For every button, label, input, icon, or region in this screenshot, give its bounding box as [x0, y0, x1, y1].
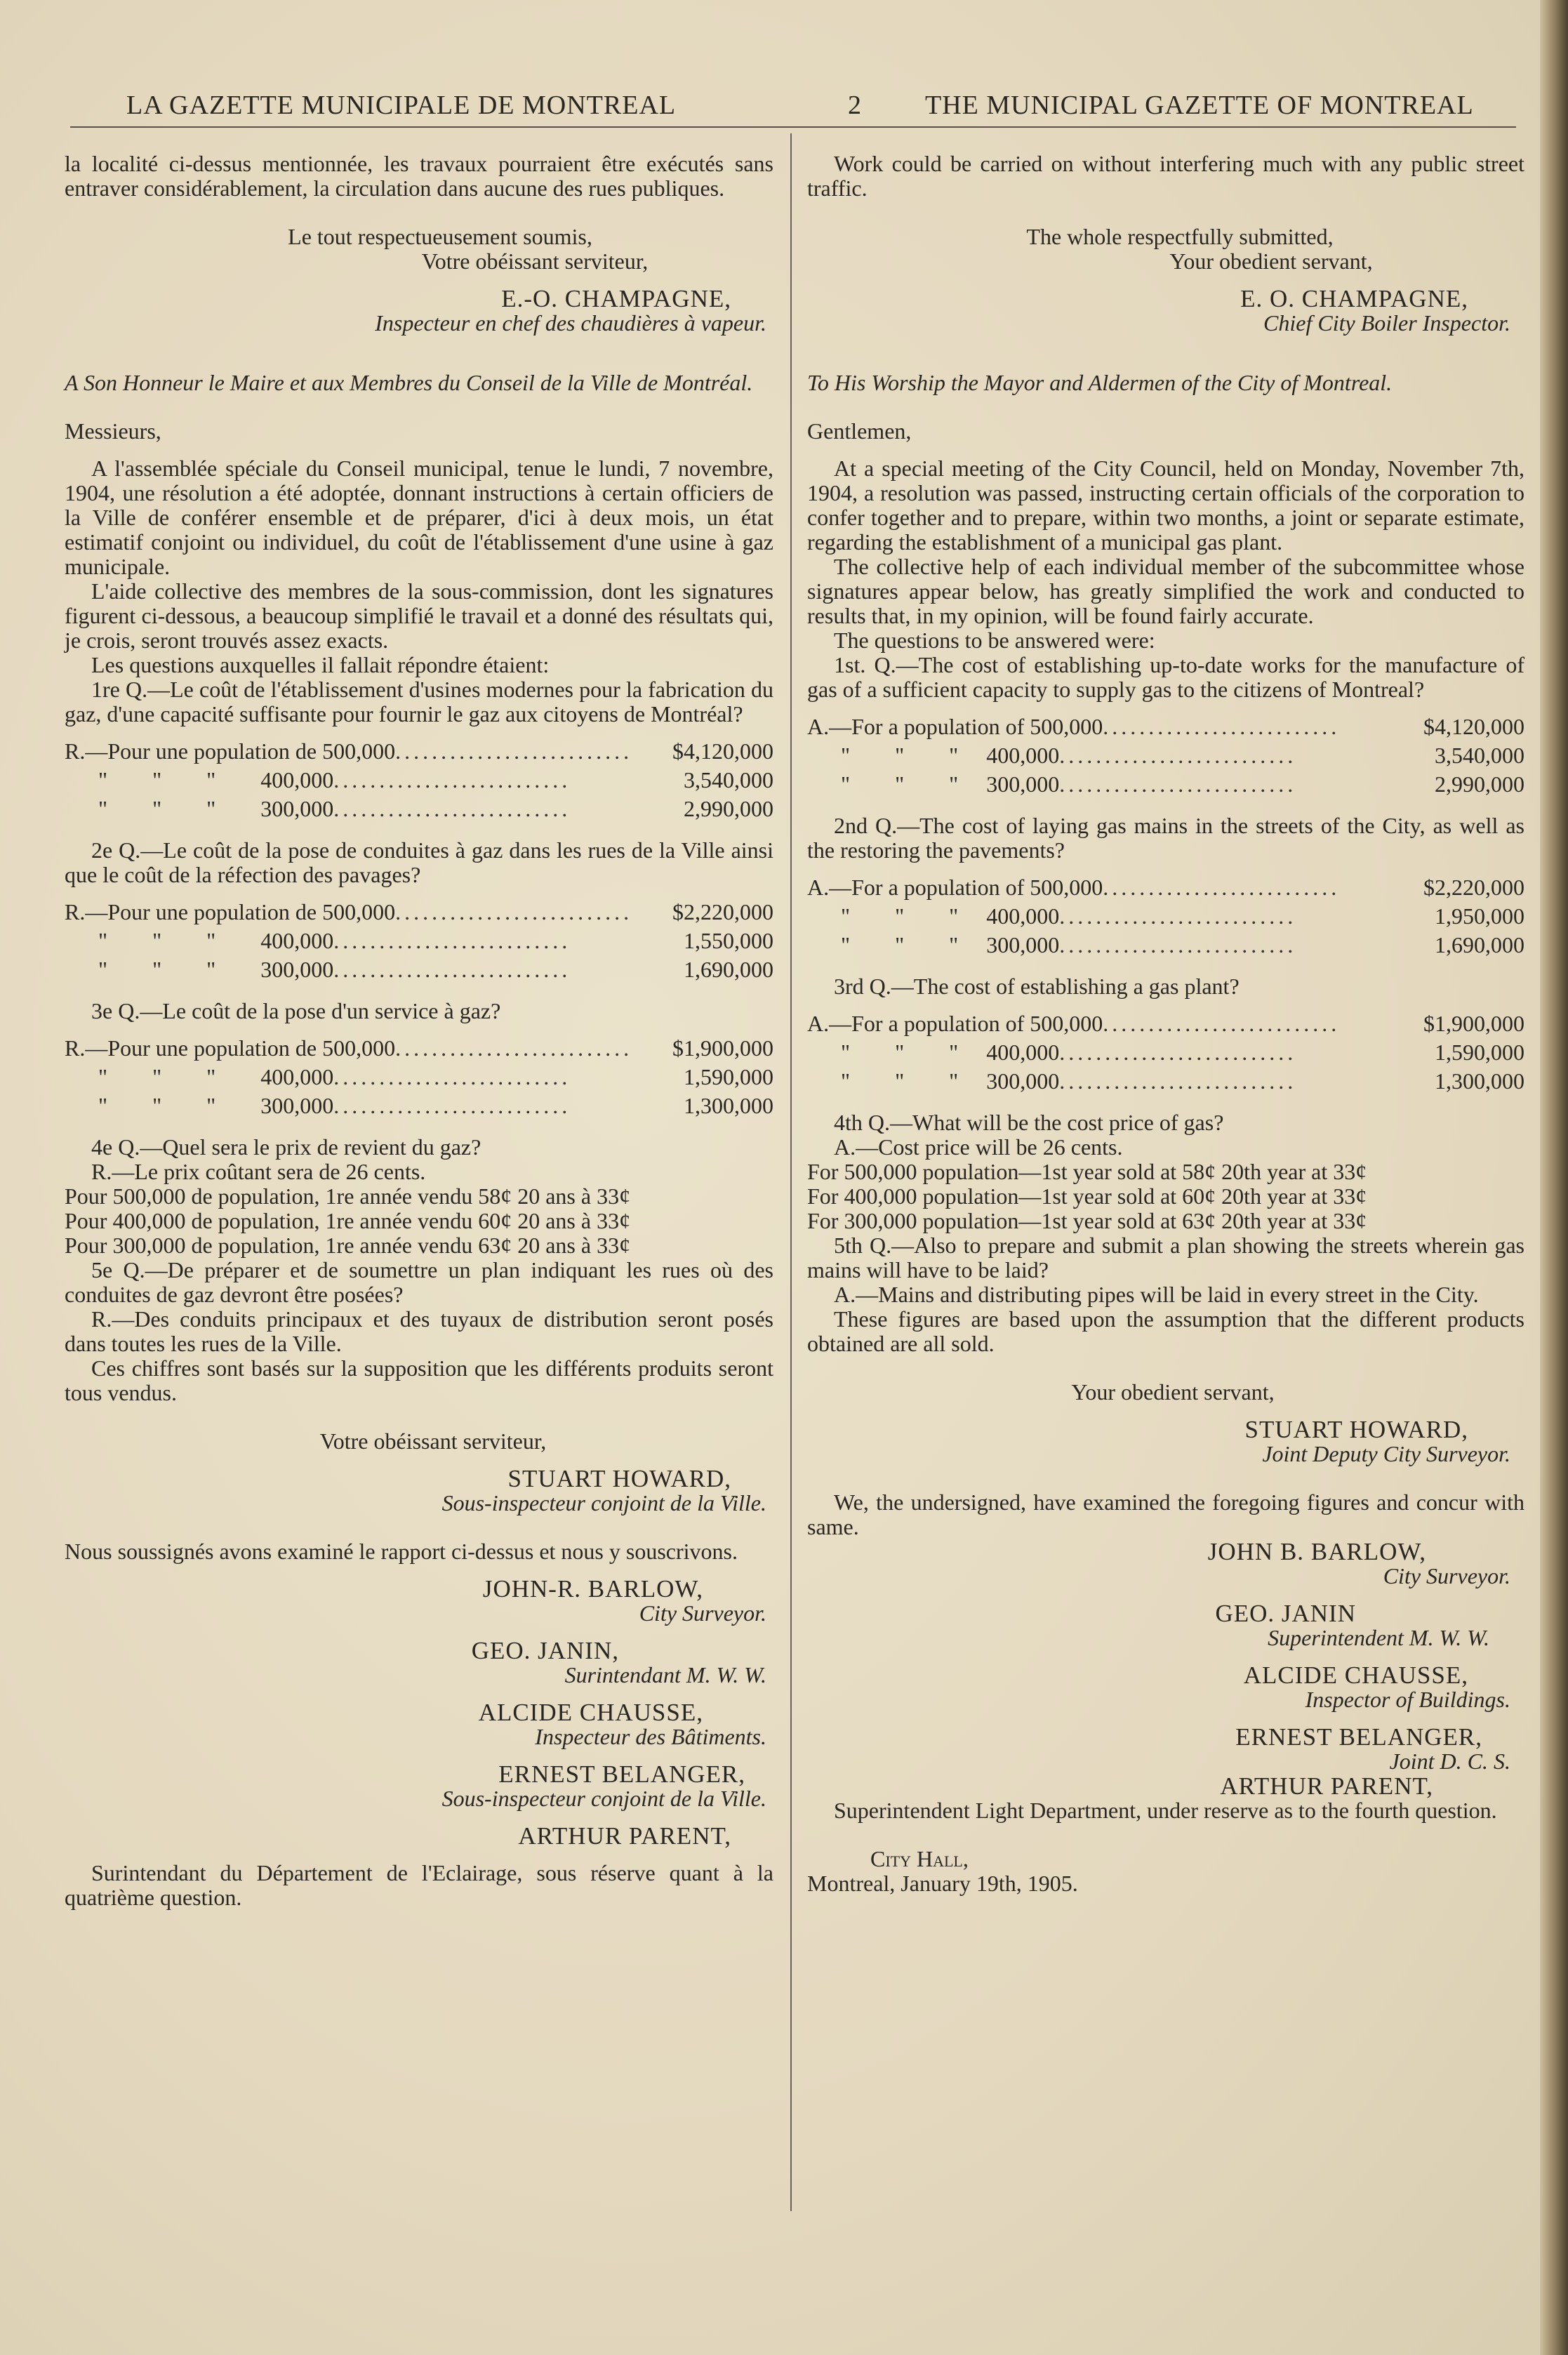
signer-name: ALCIDE CHAUSSE, [1243, 1661, 1468, 1689]
intro-text: Work could be carried on without interfering much with any public street traffic. [807, 151, 1524, 201]
signer-note: Surintendant du Département de l'Eclairage, sous réserve quant à la quatrième question. [65, 1860, 773, 1910]
salutation: Gentlemen, [807, 418, 912, 444]
paragraph: The collective help of each individual member of the subcommittee whose signatures appear below, has greatly simplified the work and conducted to results that, in my opinion, will be found fairly accurate. [807, 554, 1524, 628]
page-header [70, 83, 1516, 125]
question: 3e Q.—Le coût de la pose d'un service à gaz? [91, 998, 501, 1023]
signer-name: ALCIDE CHAUSSE, [478, 1699, 703, 1726]
signer-title: Joint D. C. S. [1389, 1749, 1510, 1774]
answer-row: R.—Pour une population de 500,000 .......................... $4,120,000 [65, 738, 773, 764]
closing-line: Your obedient servant, [1071, 1379, 1275, 1405]
answer-row: " " " 400,000 .......................... 3,540,000 [65, 767, 773, 792]
page-binding-edge [1540, 0, 1568, 2355]
answer: R.—Le prix coûtant sera de 26 cents. [91, 1159, 426, 1184]
signer-note: Superintendent Light Department, under reserve as to the fourth question. [834, 1798, 1497, 1823]
answer: A.—Mains and distributing pipes will be laid in every street in the City. [834, 1282, 1479, 1307]
address-line: To His Worship the Mayor and Aldermen of the City of Montreal. [807, 370, 1393, 395]
signer-title: City Surveyor. [639, 1600, 766, 1626]
question: 2e Q.—Le coût de la pose de conduites à gaz dans les rues de la Ville ainsi que le coût de la réfection des pavages? [65, 837, 773, 887]
place-line: City Hall, [870, 1846, 969, 1871]
concurrence-text: Nous soussignés avons examiné le rapport ci-dessus et nous y souscrivons. [65, 1539, 738, 1564]
answer-table [807, 1011, 1524, 1098]
signer-name: ERNEST BELANGER, [1235, 1723, 1482, 1751]
signer-title: Superintendent M. W. W. [1268, 1625, 1489, 1650]
question: 5e Q.—De préparer et de soumettre un plan indiquant les rues où des conduites de gaz devront être posées? [65, 1257, 773, 1307]
answer-table [65, 739, 773, 825]
signer-name: ERNEST BELANGER, [498, 1760, 745, 1788]
answer-row: A.—For a population of 500,000 .......................... $2,220,000 [807, 875, 1524, 900]
paragraph: At a special meeting of the City Council, held on Monday, November 7th, 1904, a resolution was passed, instructing certain officials of the corporation to confer together and to prepare, within two months, a joint or separate estimate, regarding the establishment of a municipal gas plant. [807, 456, 1524, 555]
signer-name: ARTHUR PARENT, [1220, 1772, 1433, 1800]
signer-title: Surintendant M. W. W. [564, 1662, 766, 1687]
french-column [65, 152, 773, 1910]
answer-line: For 500,000 population—1st year sold at 58¢ 20th year at 33¢ [807, 1159, 1367, 1184]
signer-title: Inspector of Buildings. [1305, 1687, 1510, 1712]
page-number: 2 [848, 91, 862, 120]
answer-table [807, 875, 1524, 962]
question: 3rd Q.—The cost of establishing a gas plant? [834, 974, 1240, 999]
signature-name: STUART HOWARD, [507, 1465, 731, 1492]
header-english-title: THE MUNICIPAL GAZETTE OF MONTREAL [925, 91, 1474, 120]
signature-name: STUART HOWARD, [1244, 1416, 1468, 1443]
answer-row: A.—For a population of 500,000 .......................... $1,900,000 [807, 1011, 1524, 1036]
signer-name: GEO. JANIN, [471, 1637, 619, 1664]
paragraph: Ces chiffres sont basés sur la supposition que les différents produits seront tous vendus. [65, 1355, 773, 1405]
answer-row: " " " 400,000 .......................... 1,590,000 [65, 1064, 773, 1089]
signature-name: E.-O. CHAMPAGNE, [501, 285, 731, 312]
header-rule [70, 126, 1516, 128]
signature-name: E. O. CHAMPAGNE, [1240, 285, 1468, 312]
question: 1re Q.—Le coût de l'établissement d'usines modernes pour la fabrication du gaz, d'une capacité suffisante pour fournir le gaz aux citoyens de Montréal? [65, 677, 773, 727]
closing-line: Your obedient servant, [1169, 248, 1373, 274]
paragraph: L'aide collective des membres de la sous-commission, dont les signatures figurent ci-dessous, a beaucoup simplifié le travail et a donné des résultats qui, je crois, seront trouvés assez exacts. [65, 578, 773, 653]
closing-line: Le tout respectueusement soumis, [288, 224, 592, 249]
answer-row: " " " 300,000 .......................... 1,690,000 [65, 957, 773, 982]
answer-line: For 400,000 population—1st year sold at 60¢ 20th year at 33¢ [807, 1183, 1367, 1209]
answer-row: " " " 400,000 .......................... 1,590,000 [807, 1040, 1524, 1065]
signer-title: Inspecteur des Bâtiments. [535, 1724, 766, 1749]
english-column [807, 152, 1524, 1896]
answer-row: " " " 400,000 .......................... 1,950,000 [807, 903, 1524, 929]
signer-name: ARTHUR PARENT, [518, 1822, 731, 1850]
paragraph: These figures are based upon the assumption that the different products obtained are all sold. [807, 1306, 1524, 1356]
answer-row: " " " 300,000 .......................... 2,990,000 [807, 771, 1524, 797]
closing-line: Votre obéissant serviteur, [421, 248, 649, 274]
signer-name: JOHN-R. BARLOW, [482, 1575, 703, 1603]
answer-line: Pour 500,000 de population, 1re année vendu 58¢ 20 ans à 33¢ [65, 1183, 631, 1209]
concurrence-text: We, the undersigned, have examined the foregoing figures and concur with same. [807, 1490, 1524, 1539]
paragraph: Les questions auxquelles il fallait répondre étaient: [91, 652, 550, 677]
signer-name: GEO. JANIN [1215, 1600, 1356, 1627]
signer-title: City Surveyor. [1383, 1563, 1510, 1588]
answer: A.—Cost price will be 26 cents. [834, 1134, 1123, 1160]
answer-row: " " " 400,000 .......................... 1,550,000 [65, 928, 773, 953]
signer-title: Sous-inspecteur conjoint de la Ville. [441, 1786, 766, 1811]
paragraph: The questions to be answered were: [834, 628, 1155, 653]
question: 5th Q.—Also to prepare and submit a plan showing the streets wherein gas mains will have to be laid? [807, 1233, 1524, 1282]
answer-line: Pour 300,000 de population, 1re année vendu 63¢ 20 ans à 33¢ [65, 1233, 631, 1258]
answer-table [65, 1036, 773, 1122]
question: 1st. Q.—The cost of establishing up-to-date works for the manufacture of gas of a sufficient capacity to supply gas to the citizens of Montreal? [807, 652, 1524, 702]
question: 2nd Q.—The cost of laying gas mains in the streets of the City, as well as the restoring the pavements? [807, 813, 1524, 863]
header-french-title: LA GAZETTE MUNICIPALE DE MONTREAL [126, 91, 677, 120]
answer-row: " " " 300,000 .......................... 1,690,000 [807, 932, 1524, 957]
answer-row: " " " 300,000 .......................... 1,300,000 [65, 1093, 773, 1118]
closing-line: The whole respectfully submitted, [1026, 224, 1334, 249]
question: 4th Q.—What will be the cost price of gas? [834, 1110, 1224, 1135]
signature-title: Sous-inspecteur conjoint de la Ville. [441, 1490, 766, 1515]
signature-title: Chief City Boiler Inspector. [1263, 310, 1510, 336]
answer-line: Pour 400,000 de population, 1re année vendu 60¢ 20 ans à 33¢ [65, 1208, 631, 1233]
signer-name: JOHN B. BARLOW, [1207, 1538, 1426, 1565]
question: 4e Q.—Quel sera le prix de revient du gaz? [91, 1134, 481, 1160]
answer-table [807, 715, 1524, 801]
paragraph: A l'assemblée spéciale du Conseil municipal, tenue le lundi, 7 novembre, 1904, une résolution a été adoptée, donnant instructions à certain officiers de la Ville de conférer ensemble et de préparer, d'ici à deux mois, un état estimatif conjoint ou individuel, du coût de l'établissement d'une usine à gaz municipale. [65, 456, 773, 579]
signature-title: Joint Deputy City Surveyor. [1262, 1441, 1510, 1466]
address-line: A Son Honneur le Maire et aux Membres du Conseil de la Ville de Montréal. [65, 370, 753, 395]
answer: R.—Des conduits principaux et des tuyaux de distribution seront posés dans toutes les rues de la Ville. [65, 1306, 773, 1356]
signature-title: Inspecteur en chef des chaudières à vapeur. [375, 310, 766, 336]
answer-row: " " " 300,000 .......................... 1,300,000 [807, 1068, 1524, 1094]
answer-row: A.—For a population of 500,000 .......................... $4,120,000 [807, 714, 1524, 739]
answer-table [65, 900, 773, 986]
answer-row: R.—Pour une population de 500,000 .......................... $1,900,000 [65, 1035, 773, 1061]
salutation: Messieurs, [65, 418, 161, 444]
closing-line: Votre obéissant serviteur, [319, 1428, 547, 1454]
answer-line: For 300,000 population—1st year sold at 63¢ 20th year at 33¢ [807, 1208, 1367, 1233]
intro-text: la localité ci-dessus mentionnée, les travaux pourraient être exécutés sans entraver considérablement, la circulation dans aucune des rues publiques. [65, 151, 773, 201]
answer-row: " " " 300,000 .......................... 2,990,000 [65, 796, 773, 821]
date-line: Montreal, January 19th, 1905. [807, 1871, 1078, 1896]
answer-row: " " " 400,000 .......................... 3,540,000 [807, 743, 1524, 768]
column-divider [790, 133, 792, 2211]
answer-row: R.—Pour une population de 500,000 .......................... $2,220,000 [65, 899, 773, 924]
